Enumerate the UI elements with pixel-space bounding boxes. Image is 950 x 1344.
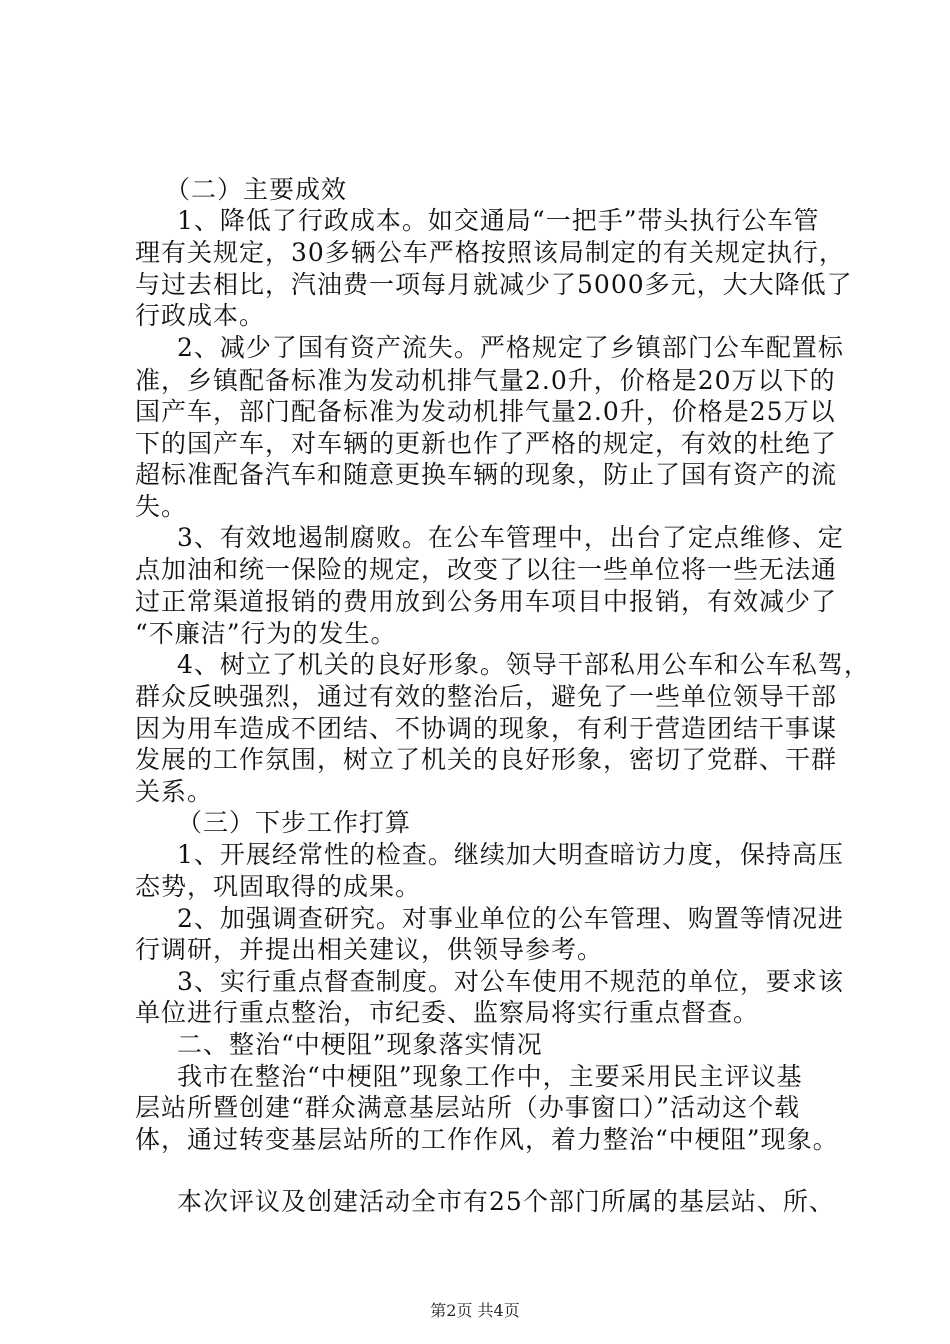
heading-next-steps: （三）下步工作打算 (177, 808, 412, 837)
paragraph-line: 1、降低了行政成本。如交通局“一把手”带头执行公车管 (177, 206, 820, 235)
paragraph-line: 2、减少了国有资产流失。严格规定了乡镇部门公车配置标 (177, 333, 844, 362)
paragraph-line: 理有关规定，30多辆公车严格按照该局制定的有关规定执行， (135, 238, 845, 267)
paragraph-line: 2、加强调查研究。对事业单位的公车管理、购置等情况进 (177, 904, 844, 933)
paragraph-line: 关系。 (135, 777, 214, 806)
heading-section-two: 二、整治“中梗阻”现象落实情况 (177, 1030, 543, 1059)
paragraph-line: 体，通过转变基层站所的工作作风，着力整治“中梗阻”现象。 (135, 1125, 839, 1154)
paragraph-line: “不廉洁”行为的发生。 (135, 619, 397, 648)
paragraph-line: 1、开展经常性的检查。继续加大明查暗访力度，保持高压 (177, 840, 844, 869)
paragraph-line: 点加油和统一保险的规定，改变了以往一些单位将一些无法通 (135, 555, 838, 584)
paragraph-line: 3、实行重点督查制度。对公车使用不规范的单位，要求该 (177, 967, 844, 996)
paragraph-line: 层站所暨创建“群众满意基层站所（办事窗口）”活动这个载 (135, 1093, 801, 1122)
paragraph-line: 我市在整治“中梗阻”现象工作中，主要采用民主评议基 (177, 1062, 803, 1091)
paragraph-line: 3、有效地遏制腐败。在公车管理中，出台了定点维修、定 (177, 523, 844, 552)
paragraph-line: 与过去相比，汽油费一项每月就减少了5000多元，大大降低了 (135, 270, 853, 299)
paragraph-line: 本次评议及创建活动全市有25个部门所属的基层站、所、 (177, 1187, 835, 1216)
page-footer: 第2页 共4页 (430, 1301, 520, 1320)
paragraph-line: 失。 (135, 492, 188, 521)
paragraph-line: 国产车，部门配备标准为发动机排气量2.0升，价格是25万以 (135, 397, 836, 426)
paragraph-line: 准，乡镇配备标准为发动机排气量2.0升，价格是20万以下的 (135, 366, 836, 395)
paragraph-line: 态势，巩固取得的成果。 (135, 872, 422, 901)
heading-main-results: （二）主要成效 (165, 175, 348, 204)
paragraph-line: 单位进行重点整治，市纪委、监察局将实行重点督查。 (135, 998, 760, 1027)
paragraph-line: 超标准配备汽车和随意更换车辆的现象，防止了国有资产的流 (135, 460, 838, 489)
paragraph-line: 群众反映强烈，通过有效的整治后，避免了一些单位领导干部 (135, 682, 838, 711)
paragraph-line: 行政成本。 (135, 301, 266, 330)
paragraph-line: 因为用车造成不团结、不协调的现象，有利于营造团结干事谋 (135, 714, 838, 743)
paragraph-line: 过正常渠道报销的费用放到公务用车项目中报销，有效减少了 (135, 587, 838, 616)
paragraph-line: 4、树立了机关的良好形象。领导干部私用公车和公车私驾， (177, 650, 870, 679)
paragraph-line: 发展的工作氛围，树立了机关的良好形象，密切了党群、干群 (135, 745, 838, 774)
paragraph-line: 行调研，并提出相关建议，供领导参考。 (135, 935, 604, 964)
paragraph-line: 下的国产车，对车辆的更新也作了严格的规定，有效的杜绝了 (135, 429, 838, 458)
